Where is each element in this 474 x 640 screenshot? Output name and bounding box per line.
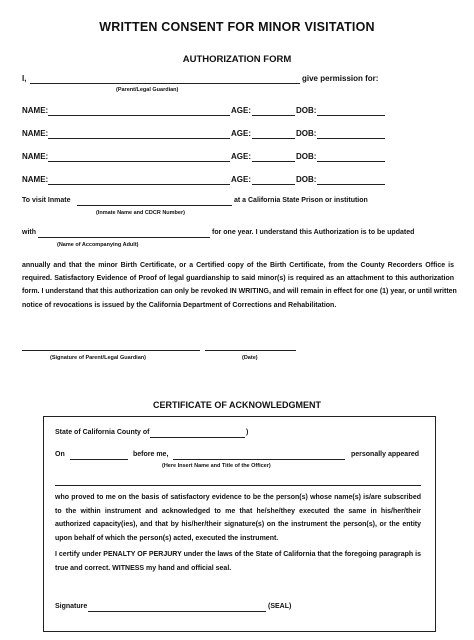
seal-label: (SEAL): [268, 603, 292, 610]
dob-field[interactable]: [317, 138, 385, 139]
dob-label: DOB:: [296, 129, 317, 138]
age-field[interactable]: [252, 161, 295, 162]
inmate-prefix: To visit Inmate: [22, 197, 71, 204]
before-label: before me,: [133, 451, 169, 458]
state-suffix: ): [246, 429, 249, 436]
on-label: On: [55, 451, 65, 458]
certificate-title: CERTIFICATE OF ACKNOWLEDGMENT: [153, 400, 321, 410]
paragraph-line: annually and that the minor Birth Certificate, or a Certified copy of the Birth Certificate, from the County Recorders Office is: [22, 262, 454, 269]
guardian-suffix: give permission for:: [302, 74, 379, 83]
dob-field[interactable]: [317, 184, 385, 185]
name-field[interactable]: [48, 161, 230, 162]
age-field[interactable]: [252, 184, 295, 185]
dob-field[interactable]: [317, 115, 385, 116]
inmate-name-field[interactable]: [77, 205, 232, 206]
age-label: AGE:: [231, 175, 251, 184]
proof-paragraph: [55, 491, 421, 545]
appeared-name-field[interactable]: [55, 485, 421, 486]
proof-line: upon behalf of which the person(s) acted, executed the instrument.: [55, 534, 279, 542]
name-label: NAME:: [22, 129, 49, 138]
adult-suffix: for one year. I understand this Authorization is to be updated: [212, 229, 415, 236]
date-field[interactable]: [205, 350, 296, 351]
inmate-caption: (Inmate Name and CDCR Number): [96, 210, 185, 216]
dob-label: DOB:: [296, 175, 317, 184]
inmate-suffix: at a California State Prison or institution: [234, 197, 368, 204]
appeared-label: personally appeared: [351, 451, 420, 458]
adult-name-field[interactable]: [38, 237, 210, 238]
dob-field[interactable]: [317, 161, 385, 162]
page-subtitle: AUTHORIZATION FORM: [182, 54, 292, 65]
name-label: NAME:: [22, 152, 49, 161]
officer-field[interactable]: [173, 459, 345, 460]
county-field[interactable]: [150, 437, 245, 438]
guardian-name-field[interactable]: [30, 83, 300, 84]
guardian-prefix: I,: [22, 74, 27, 83]
age-label: AGE:: [231, 129, 251, 138]
authorization-paragraph: [22, 259, 457, 312]
date-on-field[interactable]: [70, 459, 128, 460]
age-label: AGE:: [231, 106, 251, 115]
name-label: NAME:: [22, 175, 49, 184]
signature-caption: (Signature of Parent/Legal Guardian): [50, 355, 146, 361]
notary-signature-field[interactable]: [88, 611, 266, 612]
paragraph-line: required. Satisfactory Evidence of Proof of legal guardianship to said minor(s) is required as an attachment to this authorization: [22, 275, 454, 283]
paragraph-line: form. I understand that this authorization can only be revoked IN WRITING, and will remain in effect for one (1) year, or until written: [22, 288, 457, 296]
state-prefix: State of California County of: [55, 429, 150, 436]
perjury-line: I certify under PENALTY OF PERJURY under the laws of the State of California that the foregoing paragraph is: [55, 551, 421, 558]
signature-label: Signature: [55, 603, 88, 610]
dob-label: DOB:: [296, 106, 317, 115]
proof-line: authorized capacity(ies), and that by his/her/their signature(s) on the instrument the person(s), or the entity: [55, 521, 421, 528]
name-field[interactable]: [48, 115, 230, 116]
guardian-signature-field[interactable]: [22, 350, 200, 351]
name-field[interactable]: [48, 184, 230, 185]
proof-line: who proved to me on the basis of satisfactory evidence to be the person(s) whose name(s) is/are subscribed: [55, 494, 421, 501]
adult-prefix: with: [22, 229, 36, 236]
perjury-paragraph: [55, 548, 421, 575]
page-title: WRITTEN CONSENT FOR MINOR VISITATION: [99, 20, 375, 34]
adult-caption: (Name of Accompanying Adult): [57, 242, 139, 248]
age-field[interactable]: [252, 115, 295, 116]
name-field[interactable]: [48, 138, 230, 139]
age-field[interactable]: [252, 138, 295, 139]
date-caption: (Date): [242, 355, 258, 361]
perjury-line: true and correct. WITNESS my hand and official seal.: [55, 564, 232, 572]
name-label: NAME:: [22, 106, 49, 115]
proof-line: to the within instrument and acknowledged to me that he/she/they executed the same in his/her/their: [55, 507, 421, 515]
age-label: AGE:: [231, 152, 251, 161]
dob-label: DOB:: [296, 152, 317, 161]
paragraph-line: notice of revocations is issued by the California Department of Corrections and Rehabilitation.: [22, 301, 337, 309]
guardian-caption: (Parent/Legal Guardian): [116, 87, 179, 93]
officer-caption: (Here Insert Name and Title of the Officer): [162, 463, 271, 469]
